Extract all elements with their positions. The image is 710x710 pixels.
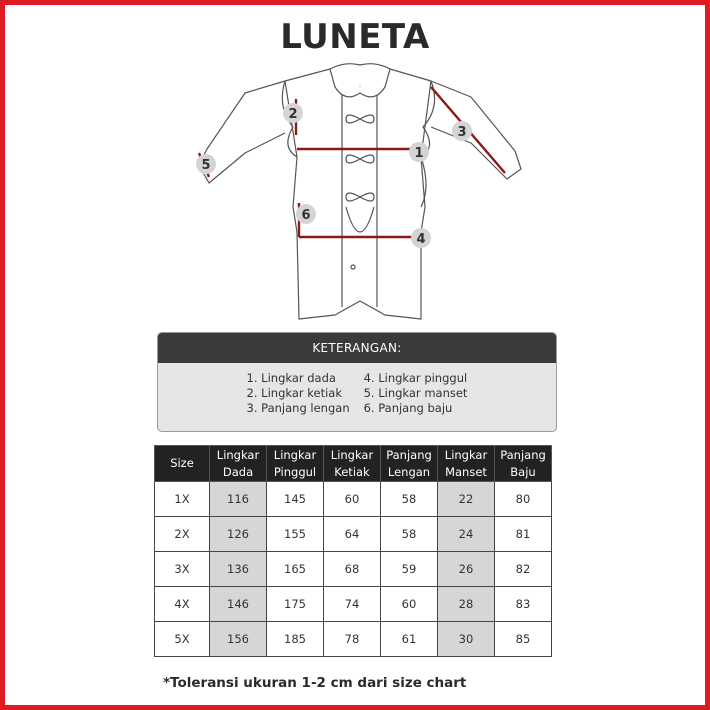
legend-item: 4. Lingkar pinggul [363,371,468,385]
table-cell: 146 [210,587,267,622]
marker-6: 6 [301,208,311,223]
table-cell: 30 [438,622,495,657]
legend-title: KETERANGAN: [158,333,556,363]
legend-left-column [247,371,350,416]
table-cell: 60 [324,482,381,517]
table-cell: 155 [267,517,324,552]
table-cell: 81 [495,517,552,552]
table-cell: 175 [267,587,324,622]
legend-item: 3. Panjang lengan [246,401,350,415]
table-cell: 136 [210,552,267,587]
header-size: Size [155,446,210,482]
table-cell: 2X [155,517,210,552]
table-row [155,552,552,587]
header-panjang-lengan: Panjang Lengan [381,446,438,482]
table-cell: 61 [381,622,438,657]
marker-1: 1 [414,146,424,161]
table-cell: 24 [438,517,495,552]
legend-item: 6. Panjang baju [363,401,453,415]
header-panjang-baju: Panjang Baju [495,446,552,482]
table-cell: 60 [381,587,438,622]
table-cell: 82 [495,552,552,587]
table-cell: 1X [155,482,210,517]
garment-sketch [185,57,535,322]
marker-4: 4 [416,232,426,247]
marker-2: 2 [288,107,298,122]
table-cell: 126 [210,517,267,552]
table-cell: 145 [267,482,324,517]
table-row [155,587,552,622]
table-cell: 26 [438,552,495,587]
header-lingkar-dada: Lingkar Dada [210,446,267,482]
table-row [155,622,552,657]
table-header-row [155,446,552,482]
table-row [155,482,552,517]
size-table [154,445,552,657]
tolerance-note: *Toleransi ukuran 1-2 cm dari size chart [163,675,467,691]
table-cell: 3X [155,552,210,587]
table-cell: 28 [438,587,495,622]
table-row [155,517,552,552]
table-cell: 185 [267,622,324,657]
table-cell: 64 [324,517,381,552]
legend-right-column [364,371,468,416]
legend-item: 5. Lingkar manset [363,386,468,400]
legend-item: 2. Lingkar ketiak [246,386,342,400]
header-lingkar-ketiak: Lingkar Ketiak [324,446,381,482]
legend-box [157,332,557,432]
table-cell: 156 [210,622,267,657]
table-cell: 85 [495,622,552,657]
table-cell: 83 [495,587,552,622]
header-lingkar-pinggul: Lingkar Pinggul [267,446,324,482]
table-cell: 116 [210,482,267,517]
table-cell: 4X [155,587,210,622]
table-cell: 58 [381,517,438,552]
legend-item: 1. Lingkar dada [246,371,336,385]
table-cell: 22 [438,482,495,517]
table-cell: 165 [267,552,324,587]
table-cell: 80 [495,482,552,517]
table-cell: 5X [155,622,210,657]
marker-5: 5 [201,158,211,173]
marker-group [196,103,472,248]
table-cell: 59 [381,552,438,587]
table-cell: 68 [324,552,381,587]
brand-title: LUNETA [280,17,430,57]
table-cell: 74 [324,587,381,622]
table-cell: 78 [324,622,381,657]
header-lingkar-manset: Lingkar Manset [438,446,495,482]
marker-3: 3 [457,125,467,140]
table-cell: 58 [381,482,438,517]
